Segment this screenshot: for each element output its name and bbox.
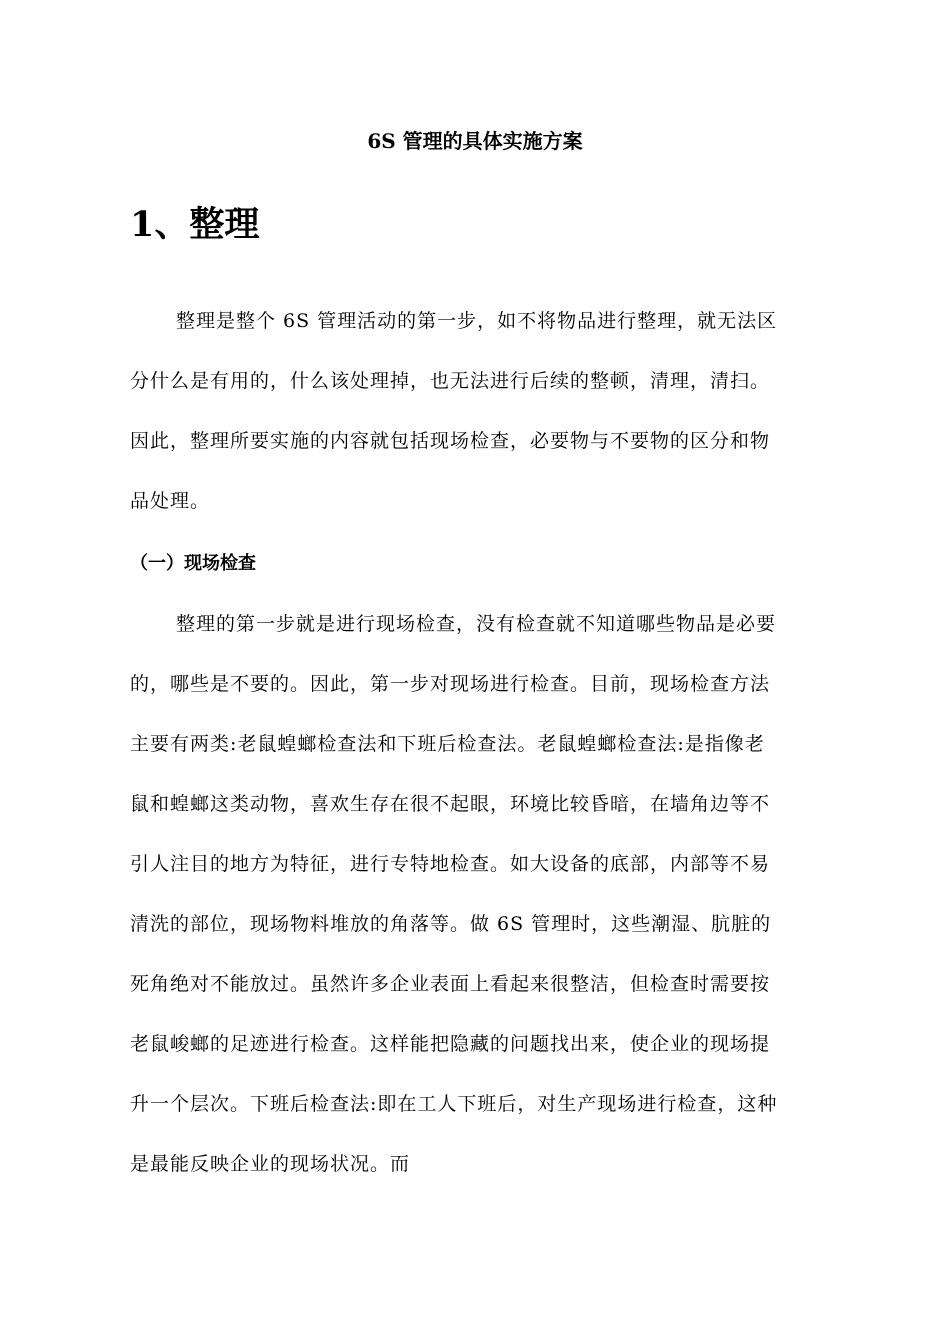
paragraph-line: 引人注目的地方为特征，进行专特地检查。如大设备的底部，内部等不易 <box>130 853 771 875</box>
paragraph-line: 分什么是有用的，什么该处理掉，也无法进行后续的整顿，清理，清扫。 <box>130 370 771 392</box>
paragraph-line: 因此，整理所要实施的内容就包括现场检查，必要物与不要物的区分和物 <box>130 430 771 452</box>
paragraph-line: 清洗的部位，现场物料堆放的角落等。做 6S 管理时，这些潮湿、肮脏的 <box>130 913 772 935</box>
intro-paragraph <box>130 306 820 546</box>
section-heading: 1、整理 <box>130 204 260 245</box>
subsection-heading: （一）现场检查 <box>130 553 256 574</box>
inspection-paragraph <box>130 609 820 1209</box>
document-title: 6S 管理的具体实施方案 <box>367 129 583 153</box>
paragraph-line: 老鼠峻螂的足迹进行检查。这样能把隐藏的问题找出来，使企业的现场提 <box>130 1033 771 1055</box>
paragraph-line: 品处理。 <box>130 490 211 512</box>
paragraph-line: 主要有两类:老鼠蝗螂检查法和下班后检查法。老鼠蝗螂检查法:是指像老 <box>130 733 765 755</box>
paragraph-line: 鼠和蝗螂这类动物，喜欢生存在很不起眼，环境比较昏暗，在墙角边等不 <box>130 793 771 815</box>
paragraph-line: 升一个层次。下班后检查法:即在工人下班后，对生产现场进行检查，这种 <box>130 1093 778 1115</box>
paragraph-line: 整理的第一步就是进行现场检查，没有检查就不知道哪些物品是必要 <box>176 613 777 635</box>
paragraph-line: 整理是整个 6S 管理活动的第一步，如不将物品进行整理，就无法区 <box>176 310 778 332</box>
paragraph-line: 死角绝对不能放过。虽然许多企业表面上看起来很整洁，但检查时需要按 <box>130 973 771 995</box>
paragraph-line: 是最能反映企业的现场状况。而 <box>130 1153 411 1175</box>
paragraph-line: 的，哪些是不要的。因此，第一步对现场进行检查。目前，现场检查方法 <box>130 673 771 695</box>
